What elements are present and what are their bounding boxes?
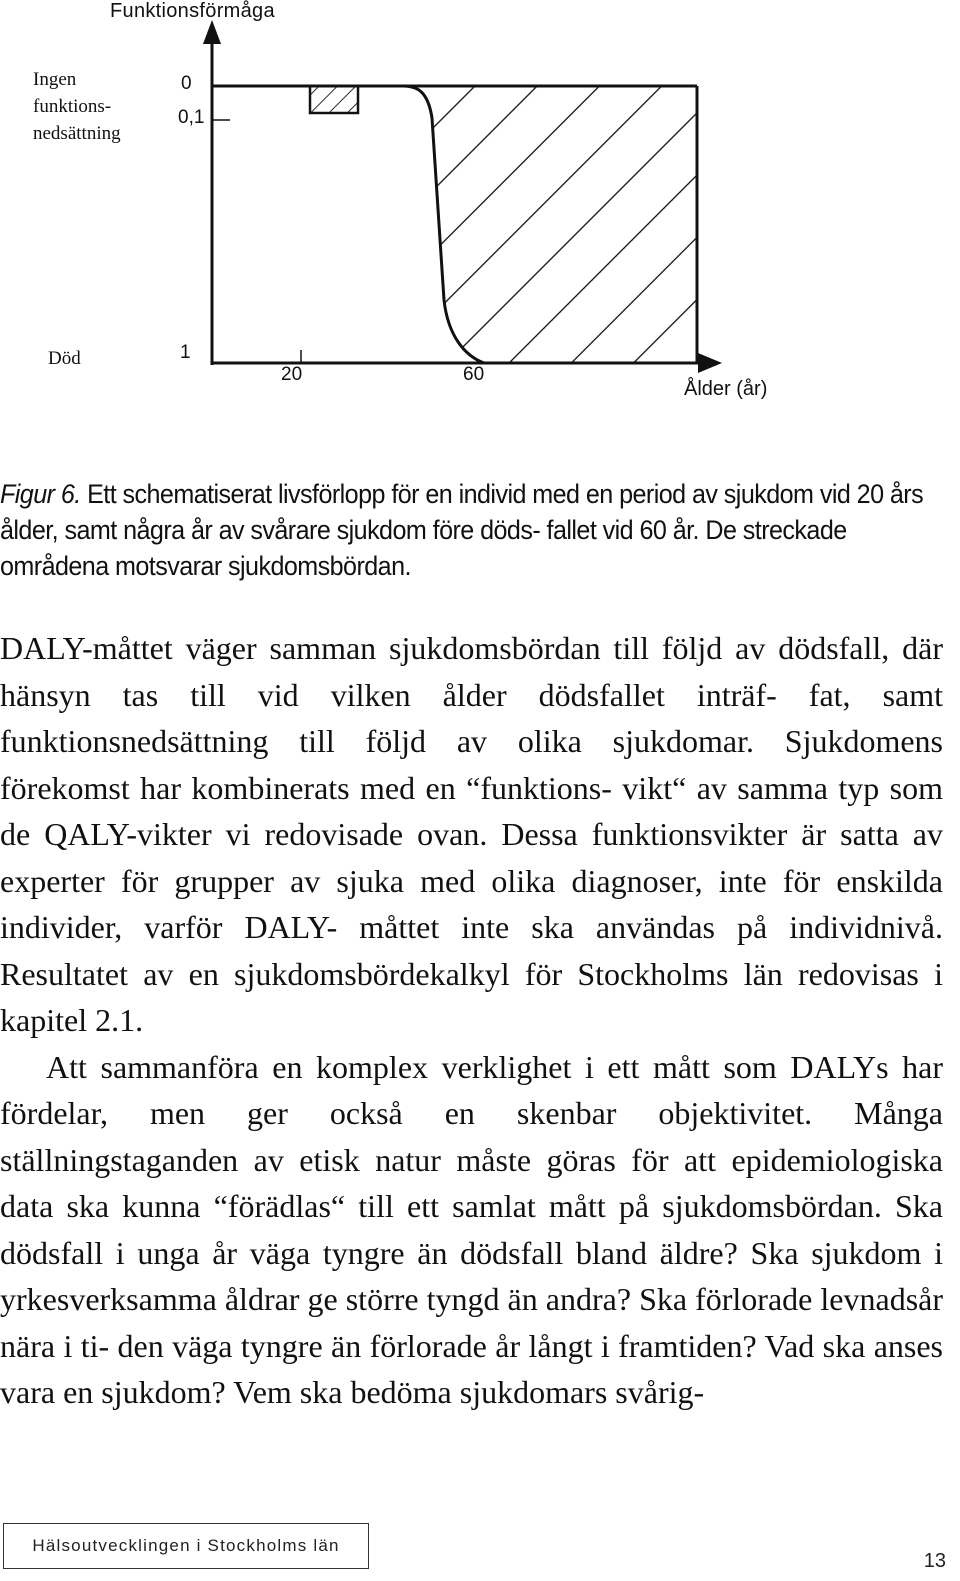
y-axis-title: Funktionsförmåga (110, 0, 275, 22)
x-tick-label-20: 20 (281, 364, 303, 385)
label-no-impairment (33, 66, 121, 147)
caption-text: Ett schematiserat livsförlopp för en individ med en period av sjukdom vid 20 års ålder, samt några år av svårare sjukdom före döds- fallet vid 60 år. De streckade områdena motsvarar sjukdomsbördan. (0, 479, 924, 581)
life-course-diagram (0, 0, 960, 470)
label-death: Död (48, 348, 81, 369)
y-tick-label-0: 0 (181, 73, 192, 94)
caption-lead: Figur 6. (0, 479, 81, 509)
label-no-impairment-line: nedsättning (33, 123, 121, 144)
label-no-impairment-line: funktions- (33, 96, 112, 117)
y-tick-label-01: 0,1 (178, 107, 205, 128)
paragraph-1: DALY-måttet väger samman sjukdomsbördan till följd av dödsfall, där hänsyn tas till vid vilken ålder dödsfallet inträf- fat, samt funktionsnedsättning till följd av olika sjukdomar. Sjukdomens förekomst har kombinerats med en “funktions- vikt“ av samma typ som de QALY-vikter vi redovisade ovan. Dessa funktionsvikter är satta av experter för grupper av sjuka med olika diagnoser, inte för enskilda individer, varför DALY- måttet inte ska användas på individnivå. Resultatet av en sjukdomsbördekalkyl för Stockholms län redovisas i kapitel 2.1. (0, 630, 943, 1038)
illness-period-box (310, 86, 358, 113)
paragraph-2: Att sammanföra en komplex verklighet i ett mått som DALYs har fördelar, men ger också en skenbar objektivitet. Många ställningstaganden av etisk natur måste göras för att epidemiologiska data ska kunna “förädlas“ till ett samlat mått på sjukdomsbördan. Ska dödsfall i unga år väga tyngre än dödsfall bland äldre? Ska sjukdom i yrkesverksamma åldrar ge större tyngd än andra? Ska förlorade levnadsår nära i ti- den väga tyngre än förlorade år långt i framtiden? Vad ska anses vara en sjukdom? Vem ska bedöma sjukdomars svårig- (0, 1048, 943, 1410)
label-no-impairment-line: Ingen (33, 69, 77, 90)
body-text (0, 625, 943, 1416)
y-axis-arrow (203, 20, 221, 44)
publication-footer: Hälsoutvecklingen i Stockholms län (3, 1523, 369, 1569)
y-tick-label-1: 1 (180, 342, 191, 363)
x-tick-label-60: 60 (463, 364, 485, 385)
page-number: 13 (923, 1550, 946, 1572)
x-axis-arrow (698, 353, 722, 373)
figure-6 (0, 0, 960, 470)
figure-caption (0, 476, 953, 584)
x-axis-title: Ålder (år) (684, 378, 768, 400)
